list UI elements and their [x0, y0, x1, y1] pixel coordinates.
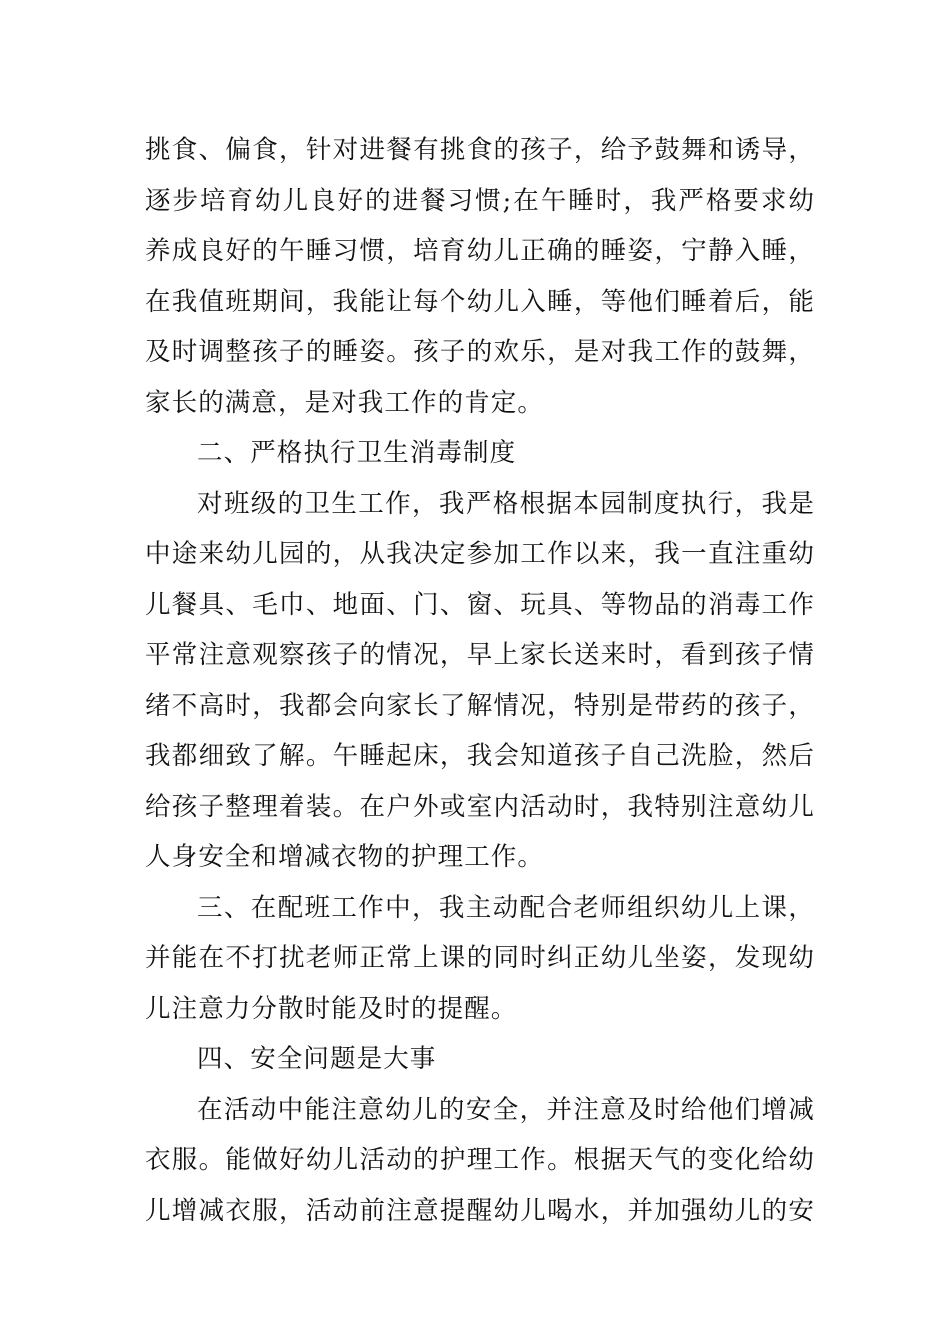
- text-line: 挑食、偏食，针对进餐有挑食的孩子，给予鼓舞和诱导，: [145, 135, 815, 165]
- section-heading: 三、在配班工作中，我主动配合老师组织幼儿上课，: [197, 892, 815, 923]
- text-line: 养成良好的午睡习惯，培育幼儿正确的睡姿，宁静入睡，: [145, 236, 815, 266]
- text-line: 及时调整孩子的睡姿。孩子的欢乐，是对我工作的鼓舞，: [145, 337, 815, 367]
- text-line: 儿增减衣服，活动前注意提醒幼儿喝水，并加强幼儿的安: [145, 1195, 815, 1226]
- text-line: 衣服。能做好幼儿活动的护理工作。根据天气的变化给幼: [145, 1145, 815, 1175]
- text-line: 绪不高时，我都会向家长了解情况，特别是带药的孩子，: [145, 690, 815, 721]
- text-line: 对班级的卫生工作，我严格根据本园制度执行，我是: [197, 488, 815, 519]
- text-line: 儿注意力分散时能及时的提醒。: [145, 993, 518, 1024]
- text-line: 并能在不打扰老师正常上课的同时纠正幼儿坐姿，发现幼: [145, 943, 815, 973]
- text-line: 家长的满意，是对我工作的肯定。: [145, 387, 545, 418]
- text-line: 平常注意观察孩子的情况，早上家长送来时，看到孩子情: [145, 640, 815, 670]
- text-line: 在活动中能注意幼儿的安全，并注意及时给他们增减: [197, 1094, 815, 1125]
- section-heading: 二、严格执行卫生消毒制度: [197, 438, 517, 468]
- text-line: 在我值班期间，我能让每个幼儿入睡，等他们睡着后，能: [145, 286, 815, 317]
- text-line: 我都细致了解。午睡起床，我会知道孩子自己洗脸，然后: [145, 741, 815, 771]
- text-line: 中途来幼儿园的，从我决定参加工作以来，我一直注重幼: [145, 539, 815, 569]
- text-line: 给孩子整理着装。在户外或室内活动时，我特别注意幼儿: [145, 791, 815, 822]
- section-heading: 四、安全问题是大事: [197, 1044, 437, 1074]
- document-body: [145, 125, 815, 1236]
- text-line: 儿餐具、毛巾、地面、门、窗、玩具、等物品的消毒工作: [145, 589, 815, 620]
- text-line: 逐步培育幼儿良好的进餐习惯;在午睡时，我严格要求幼: [145, 185, 815, 216]
- text-line: 人身安全和增减衣物的护理工作。: [145, 842, 545, 872]
